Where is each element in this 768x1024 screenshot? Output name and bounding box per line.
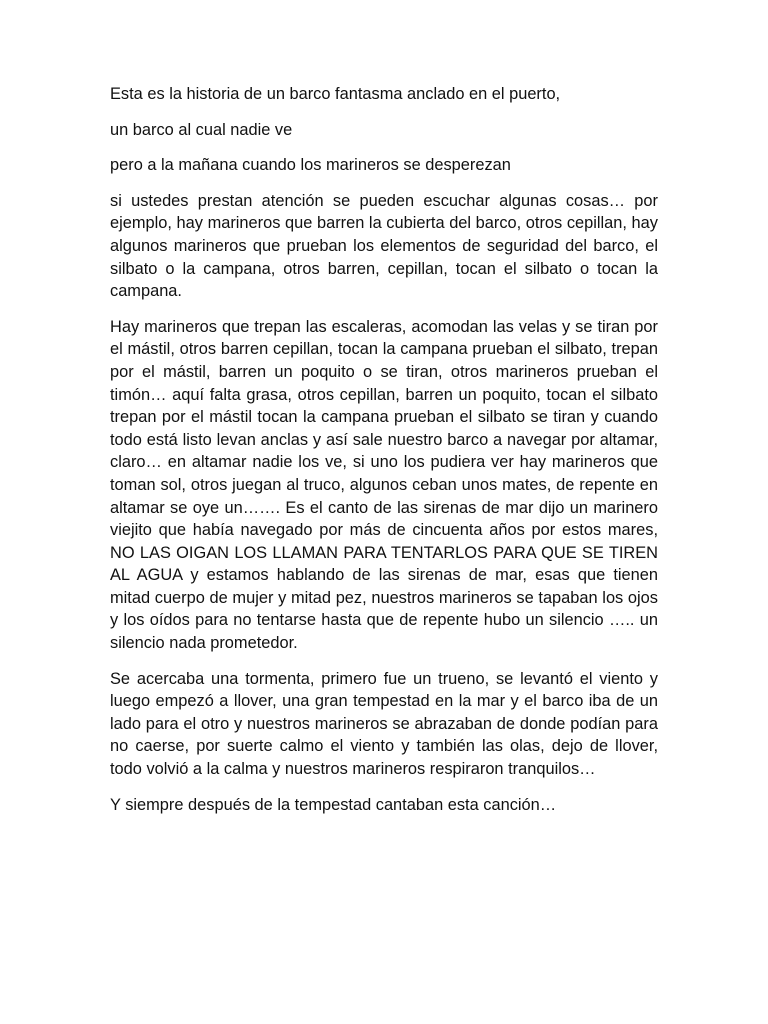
paragraph-7: Y siempre después de la tempestad cantaban esta canción… [110, 795, 557, 814]
paragraph-4: si ustedes prestan atención se pueden escuchar algunas cosas… por ejemplo, hay marineros que barren la cubierta del barco, otros cepillan, hay algunos marineros que prueban los elementos de seguridad del barco, el silbato o la campana, otros barren, cepillan, tocan el silbato o tocan la campana. [110, 191, 658, 301]
paragraph-2: un barco al cual nadie ve [110, 120, 293, 139]
paragraph-5: Hay marineros que trepan las escaleras, acomodan las velas y se tiran por el mástil, otros barren cepillan, tocan la campana prueban el silbato, trepan por el mástil, barren un poquito o se tiran, otros marineros prueban el timón… aquí falta grasa, otros cepillan, barren un poquito, tocan el silbato trepan por el mástil tocan la campana prueban el silbato se tiran y cuando todo está listo levan anclas y así sale nuestro barco a navegar por altamar, claro… en altamar nadie los ve, si uno los pudiera ver hay marineros que toman sol, otros juegan al truco, algunos ceban unos mates, de repente en altamar se oye un……. Es el canto de las sirenas de mar dijo un marinero viejito que había navegado por más de cincuenta años por estos mares, NO LAS OIGAN LOS LLAMAN PARA TENTARLOS PARA QUE SE TIREN AL AGUA y estamos hablando de las sirenas de mar, esas que tienen mitad cuerpo de mujer y mitad pez, nuestros marineros se tapaban los ojos y los oídos para no tentarse hasta que de repente hubo un silencio ….. un silencio nada prometedor. [110, 317, 658, 653]
paragraph-6: Se acercaba una tormenta, primero fue un trueno, se levantó el viento y luego empezó a llover, una gran tempestad en la mar y el barco iba de un lado para el otro y nuestros marineros se abrazaban de donde podían para no caerse, por suerte calmo el viento y también las olas, dejo de llover, todo volvió a la calma y nuestros marineros respiraron tranquilos… [110, 669, 658, 779]
paragraph-3: pero a la mañana cuando los marineros se desperezan [110, 156, 511, 175]
paragraph-1: Esta es la historia de un barco fantasma anclado en el puerto, [110, 85, 561, 103]
document-page [110, 83, 658, 829]
